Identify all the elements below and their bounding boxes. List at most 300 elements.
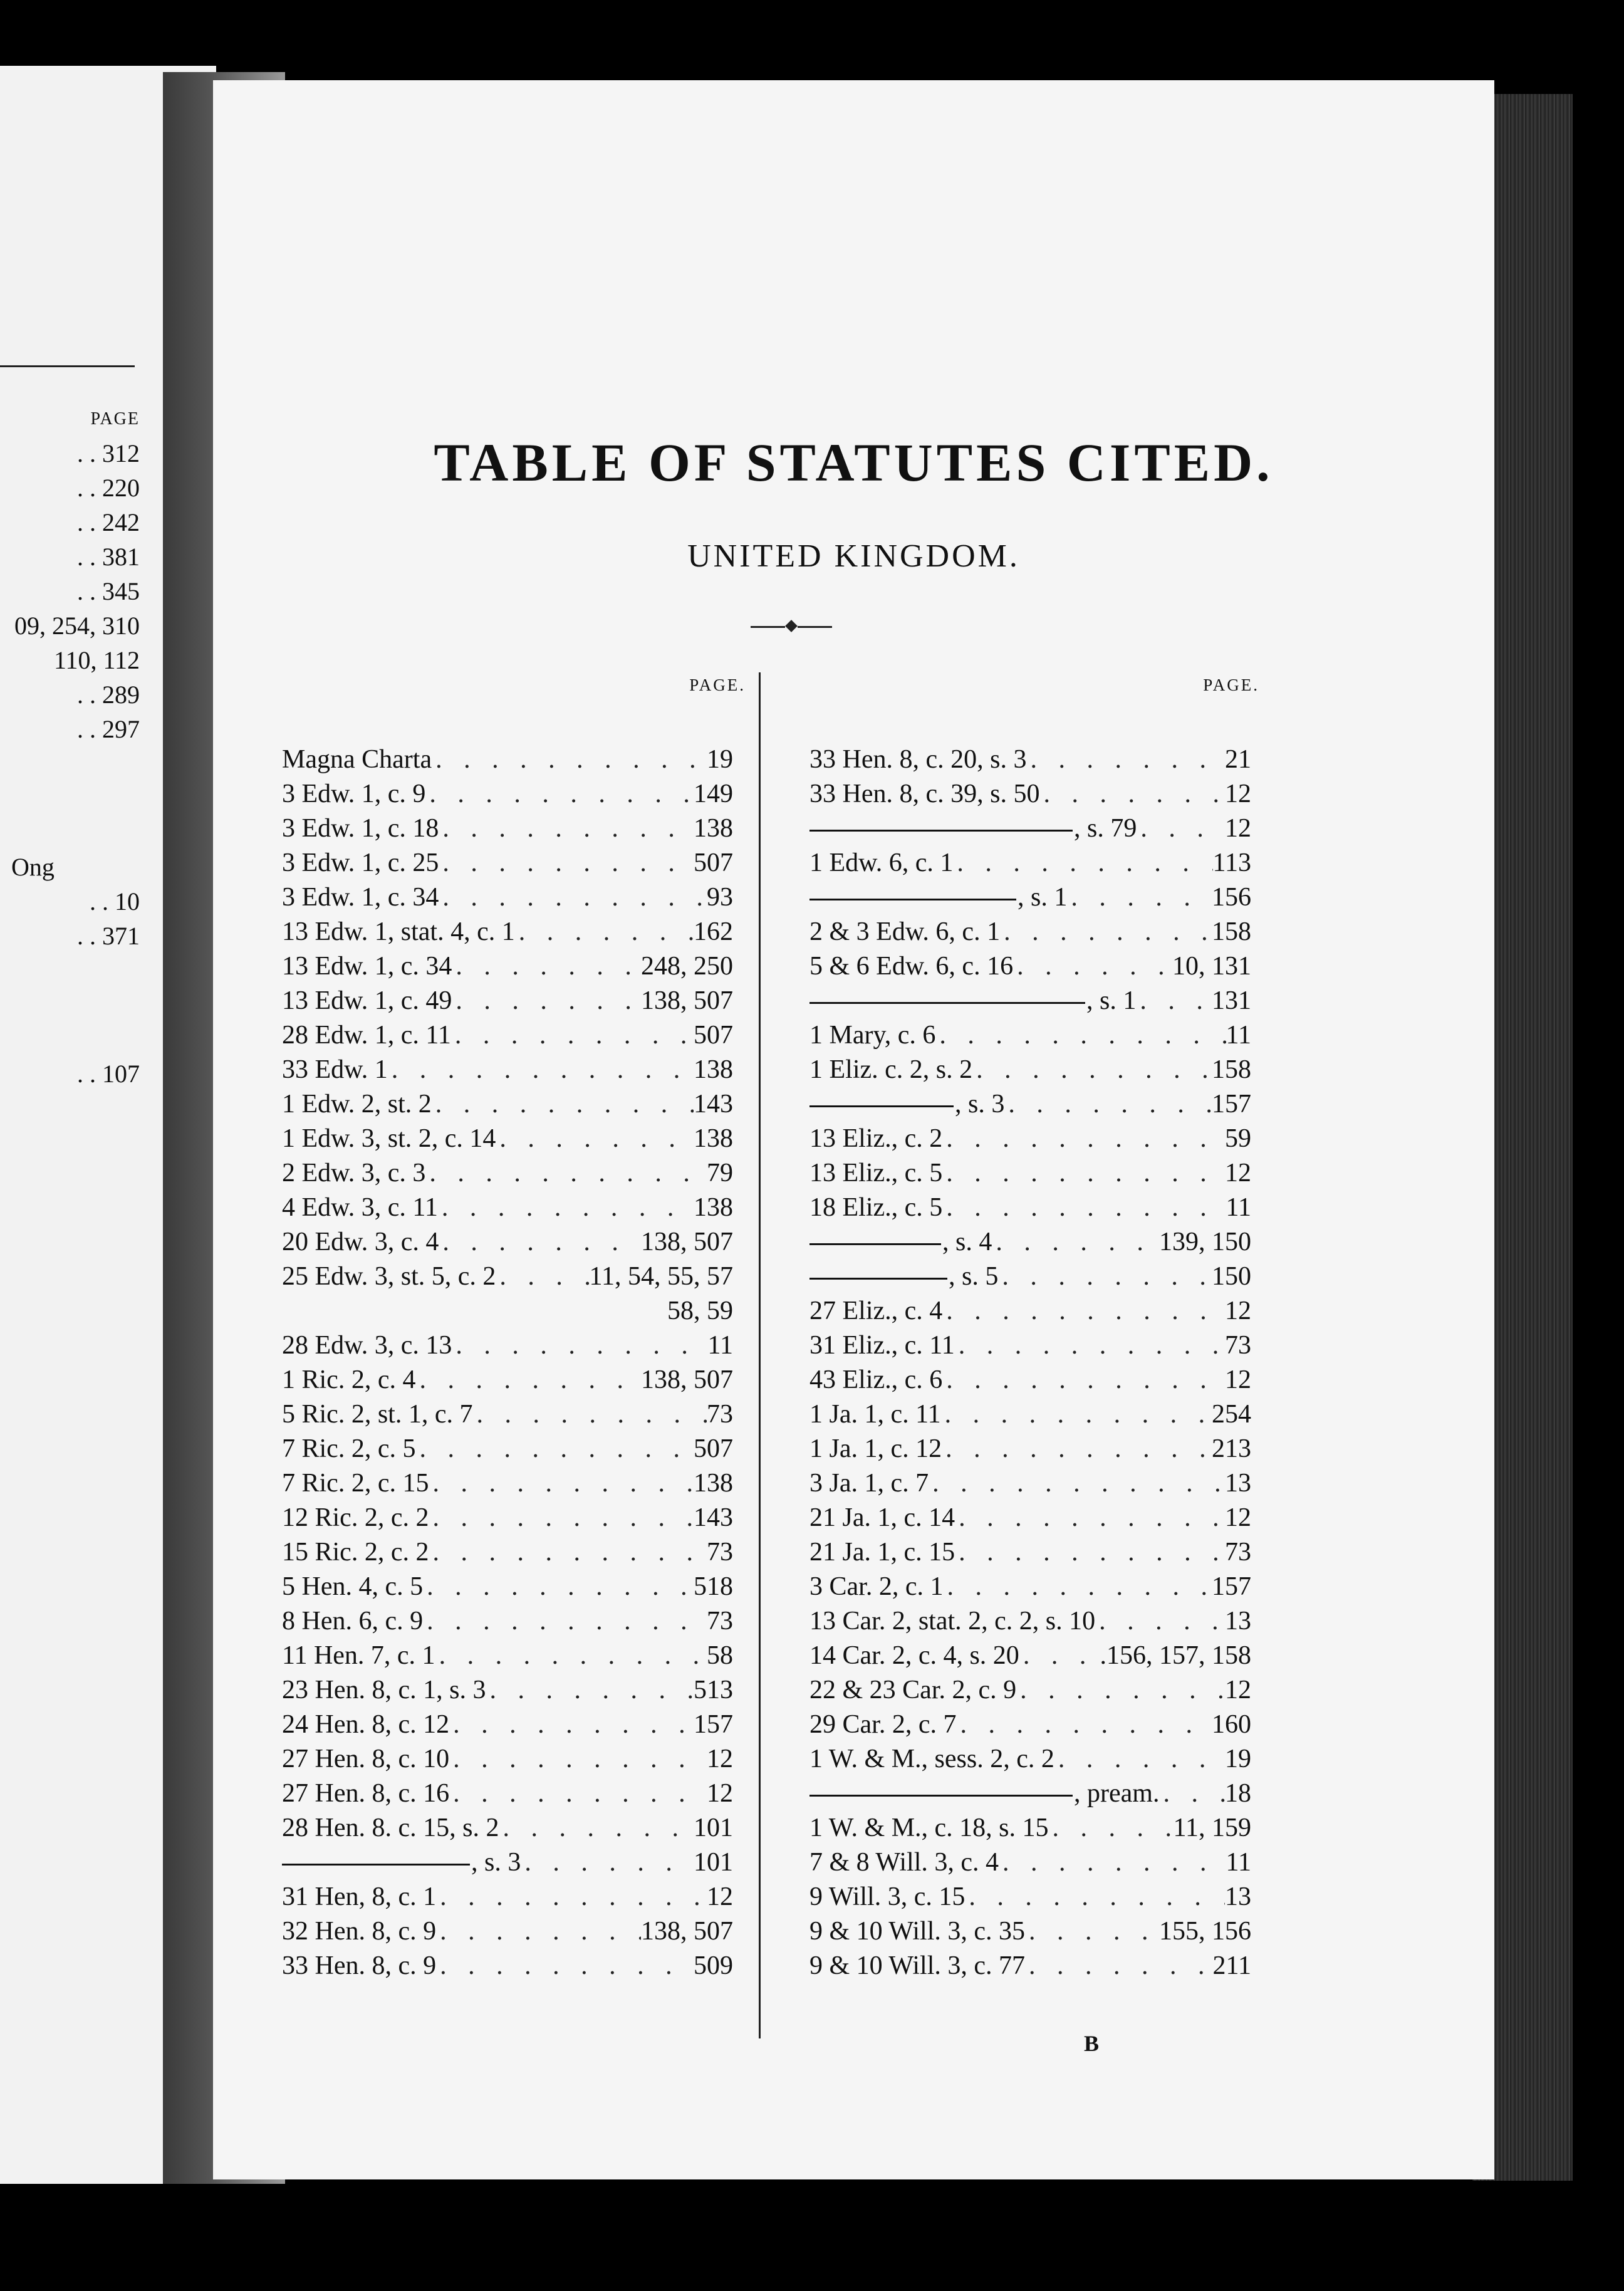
leader-dots — [429, 1537, 707, 1567]
statute-entry — [282, 1261, 733, 1296]
page-ref: 138, 507 — [641, 1228, 733, 1256]
statute-entry — [809, 1227, 1251, 1261]
leader-dots — [942, 1434, 1212, 1464]
page-ref: 507 — [694, 848, 733, 877]
statute-entry — [282, 744, 733, 779]
statute-name: 20 Edw. 3, c. 4 — [282, 1228, 439, 1256]
page-ref: 11 — [707, 1331, 733, 1360]
leader-dots — [1095, 1606, 1225, 1636]
facing-page-line: . . 220 — [77, 474, 140, 502]
page-ref: 58 — [707, 1641, 733, 1670]
statute-entry — [809, 917, 1251, 951]
page-ref: 507 — [694, 1021, 733, 1050]
statute-entry — [809, 1641, 1251, 1675]
page-ref: 157 — [1212, 1090, 1251, 1119]
leader-dots — [472, 1399, 707, 1429]
leader-dots — [955, 1503, 1225, 1533]
facing-page-rule — [0, 365, 135, 367]
page-ref: 59 — [1225, 1124, 1251, 1153]
statute-name: 15 Ric. 2, c. 2 — [282, 1538, 429, 1567]
statute-entry — [282, 1778, 733, 1813]
statute-entry — [282, 1020, 733, 1055]
page-ref: 150 — [1212, 1262, 1251, 1291]
statute-name: 9 & 10 Will. 3, c. 35 — [809, 1917, 1026, 1946]
leader-dots — [439, 882, 707, 912]
page-ref: 138 — [694, 1124, 733, 1153]
facing-page-line: . . 312 — [77, 439, 140, 467]
statute-name: , pream. — [809, 1778, 1159, 1808]
statute-name: 14 Car. 2, c. 4, s. 20 — [809, 1641, 1019, 1670]
facing-page-line: . . 371 — [77, 922, 140, 950]
statute-entry — [282, 1227, 733, 1261]
statute-name: 21 Ja. 1, c. 14 — [809, 1503, 955, 1532]
statute-entry — [809, 882, 1251, 917]
statute-name: 4 Edw. 3, c. 11 — [282, 1193, 438, 1222]
page-ref: 157 — [694, 1710, 733, 1739]
statute-entry — [809, 1261, 1251, 1296]
leader-dots — [1013, 951, 1172, 981]
leader-dots — [452, 951, 641, 981]
leader-dots — [496, 1124, 694, 1154]
statute-name: 27 Hen. 8, c. 16 — [282, 1779, 450, 1808]
scanned-page — [213, 80, 1494, 2179]
statute-entry — [809, 1813, 1251, 1847]
page-ref: 13 — [1225, 1607, 1251, 1636]
statute-name: 31 Eliz., c. 11 — [809, 1331, 955, 1360]
page-ref: 139, 150 — [1159, 1228, 1251, 1256]
statute-entry — [809, 1399, 1251, 1434]
leader-dots — [496, 1261, 589, 1292]
statute-name: 1 Edw. 2, st. 2 — [282, 1090, 432, 1119]
leader-dots — [449, 1744, 707, 1774]
statute-entry — [282, 882, 733, 917]
page-ref: 11 — [1226, 1021, 1251, 1050]
statute-name: 43 Eliz., c. 6 — [809, 1365, 943, 1394]
statute-entry — [809, 1847, 1251, 1882]
statute-name: 31 Hen, 8, c. 1 — [282, 1882, 437, 1911]
leader-dots — [942, 1192, 1226, 1223]
statute-name: 1 Edw. 6, c. 1 — [809, 848, 954, 877]
statute-name: 23 Hen. 8, c. 1, s. 3 — [282, 1676, 486, 1704]
page-ref: 12 — [707, 1745, 733, 1773]
leader-dots — [965, 1882, 1225, 1912]
page-ref: 12 — [1225, 1676, 1251, 1704]
page-ref: 160 — [1212, 1710, 1251, 1739]
facing-page-line: . . 242 — [77, 508, 140, 536]
statute-entry — [282, 1537, 733, 1572]
statute-entry — [809, 1778, 1251, 1813]
statute-entry — [282, 1330, 733, 1365]
statute-entry — [809, 1296, 1251, 1330]
leader-dots — [432, 744, 707, 775]
leader-dots — [388, 1055, 694, 1085]
page-ref: 211 — [1212, 1951, 1251, 1980]
statute-entry — [282, 1813, 733, 1847]
statute-entry — [809, 1434, 1251, 1468]
page-ref: 12 — [1225, 1297, 1251, 1325]
page-ref: 157 — [1212, 1572, 1251, 1601]
page-ref: 162 — [694, 917, 733, 946]
statute-entry — [809, 1572, 1251, 1606]
statute-entry — [809, 744, 1251, 779]
leader-dots — [436, 1882, 707, 1912]
statute-name: 21 Ja. 1, c. 15 — [809, 1538, 955, 1567]
leader-dots — [942, 1365, 1225, 1395]
statute-entry — [282, 1089, 733, 1124]
page-ref: 73 — [1225, 1331, 1251, 1360]
facing-page-line: . . 345 — [77, 577, 140, 605]
page-ref: 11, 159 — [1173, 1813, 1251, 1842]
page-column-header-right: PAGE. — [1203, 676, 1259, 694]
leader-dots — [423, 1572, 694, 1602]
statute-entry — [282, 1916, 733, 1951]
page-ref: 19 — [1225, 1745, 1251, 1773]
leader-dots — [439, 848, 694, 878]
leader-dots — [1016, 1675, 1225, 1705]
leader-dots — [1019, 1641, 1100, 1671]
leader-dots — [425, 779, 694, 809]
statute-list-right — [809, 744, 1251, 1985]
statute-entry — [282, 1055, 733, 1089]
statute-entry — [809, 1606, 1251, 1641]
statute-entry — [809, 1124, 1251, 1158]
page-ref: 509 — [694, 1951, 733, 1980]
page-ref: 73 — [1225, 1538, 1251, 1567]
leader-dots — [486, 1675, 694, 1705]
statute-entry — [809, 986, 1251, 1020]
page-ref: 10, 131 — [1172, 952, 1251, 981]
leader-dots — [1067, 882, 1212, 912]
leader-dots — [942, 1158, 1225, 1188]
statute-entry — [282, 1744, 733, 1778]
statute-name: 33 Hen. 8, c. 39, s. 50 — [809, 780, 1040, 808]
page-ref: 143 — [694, 1503, 733, 1532]
leader-dots — [1039, 779, 1225, 809]
statute-entry — [809, 1537, 1251, 1572]
statute-entry — [809, 1089, 1251, 1124]
statute-entry — [809, 951, 1251, 986]
statute-name: 3 Ja. 1, c. 7 — [809, 1469, 929, 1498]
statute-name: 29 Car. 2, c. 7 — [809, 1710, 957, 1739]
page-ref: 513 — [694, 1676, 733, 1704]
statute-entry — [809, 1365, 1251, 1399]
leader-dots — [429, 1503, 694, 1533]
page-ref: 138, 507 — [641, 986, 733, 1015]
facing-page-line: Ong — [11, 853, 55, 881]
statute-name: 27 Eliz., c. 4 — [809, 1297, 943, 1325]
page-ref: 138 — [694, 814, 733, 843]
page-ref: 143 — [694, 1090, 733, 1119]
page-ref: 131 — [1212, 986, 1251, 1015]
leader-dots — [1025, 1951, 1213, 1981]
statute-name: 9 Will. 3, c. 15 — [809, 1882, 966, 1911]
leader-dots — [1004, 1089, 1212, 1119]
statute-name: 3 Edw. 1, c. 18 — [282, 814, 439, 843]
leader-dots — [935, 1020, 1226, 1050]
page-title: TABLE OF STATUTES CITED. — [434, 432, 1274, 493]
statute-name: 18 Eliz., c. 5 — [809, 1193, 943, 1222]
statute-name: 3 Edw. 1, c. 25 — [282, 848, 439, 877]
statute-entry — [282, 951, 733, 986]
statute-name: 2 & 3 Edw. 6, c. 1 — [809, 917, 1001, 946]
statute-name: 12 Ric. 2, c. 2 — [282, 1503, 429, 1532]
statute-entry — [282, 1399, 733, 1434]
statute-name: , s. 79 — [809, 813, 1137, 843]
statute-entry — [282, 1951, 733, 1985]
page-ref: 254 — [1212, 1400, 1251, 1429]
page-ref: 138, 507 — [641, 1917, 733, 1946]
statute-entry — [809, 1675, 1251, 1709]
page-ref: 12 — [1225, 1159, 1251, 1187]
leader-dots — [415, 1434, 694, 1464]
statute-entry — [809, 1951, 1251, 1985]
statute-name: , s. 3 — [809, 1089, 1004, 1119]
page-ref: 138 — [694, 1055, 733, 1084]
statute-name: 3 Car. 2, c. 1 — [809, 1572, 944, 1601]
statute-entry — [809, 1709, 1251, 1744]
statute-name: 25 Edw. 3, st. 5, c. 2 — [282, 1262, 496, 1291]
leader-dots — [439, 813, 694, 843]
statute-name: 28 Edw. 1, c. 11 — [282, 1021, 451, 1050]
statute-name: 8 Hen. 6, c. 9 — [282, 1607, 424, 1636]
leader-dots — [992, 1227, 1159, 1257]
statute-name: , s. 4 — [809, 1227, 992, 1257]
statute-list-left — [282, 744, 733, 1985]
statute-entry — [809, 1882, 1251, 1916]
leader-dots — [425, 1158, 707, 1188]
page-ref: 113 — [1212, 848, 1251, 877]
statute-entry — [282, 1675, 733, 1709]
statute-name: 22 & 23 Car. 2, c. 9 — [809, 1676, 1017, 1704]
statute-name: 13 Eliz., c. 2 — [809, 1124, 943, 1153]
statute-name: 1 Ja. 1, c. 12 — [809, 1434, 942, 1463]
statute-name: 33 Edw. 1 — [282, 1055, 388, 1084]
page-ref: 79 — [707, 1159, 733, 1187]
page-ref: 21 — [1225, 745, 1251, 774]
leader-dots — [1026, 744, 1225, 775]
leader-dots — [942, 1296, 1225, 1326]
statute-entry — [282, 1192, 733, 1227]
statute-entry — [809, 1468, 1251, 1503]
statute-name: 5 Ric. 2, st. 1, c. 7 — [282, 1400, 473, 1429]
facing-page-line: 09, 254, 310 — [14, 612, 140, 640]
page-ref: 507 — [694, 1434, 733, 1463]
statute-name: 13 Car. 2, stat. 2, c. 2, s. 10 — [809, 1607, 1096, 1636]
statute-name: 5 & 6 Edw. 6, c. 16 — [809, 952, 1014, 981]
leader-dots — [435, 1641, 707, 1671]
statute-entry — [809, 1916, 1251, 1951]
statute-name: 33 Hen. 8, c. 9 — [282, 1951, 437, 1980]
statute-name: 3 Edw. 1, c. 9 — [282, 780, 426, 808]
page-ref: 12 — [1225, 780, 1251, 808]
leader-dots — [955, 1537, 1225, 1567]
statute-entry — [282, 1468, 733, 1503]
leader-dots — [449, 1709, 694, 1740]
leader-dots — [415, 1365, 641, 1395]
leader-dots — [429, 1468, 694, 1498]
page-ref: 12 — [1225, 814, 1251, 843]
statute-name: 7 & 8 Will. 3, c. 4 — [809, 1848, 999, 1877]
statute-name: 33 Hen. 8, c. 20, s. 3 — [809, 745, 1027, 774]
statute-entry-continued — [282, 1296, 733, 1330]
statute-name: 3 Edw. 1, c. 34 — [282, 883, 439, 912]
statute-name: 5 Hen. 4, c. 5 — [282, 1572, 424, 1601]
page-ref: 138 — [694, 1193, 733, 1222]
leader-dots — [929, 1468, 1225, 1498]
statute-name: 13 Edw. 1, stat. 4, c. 1 — [282, 917, 515, 946]
leader-dots — [943, 1572, 1212, 1602]
statute-entry — [809, 848, 1251, 882]
page-ref: 155, 156 — [1159, 1917, 1251, 1946]
statute-entry — [282, 1365, 733, 1399]
statute-name: 9 & 10 Will. 3, c. 77 — [809, 1951, 1026, 1980]
statute-name: 7 Ric. 2, c. 15 — [282, 1469, 429, 1498]
page-ref: 138, 507 — [641, 1365, 733, 1394]
statute-entry — [282, 1158, 733, 1192]
page-ref: .156, 157, 158 — [1100, 1641, 1251, 1670]
page-ref: 58, 59 — [667, 1297, 733, 1325]
statute-name: 1 Mary, c. 6 — [809, 1021, 936, 1050]
leader-dots — [432, 1089, 694, 1119]
page-ref: 158 — [1212, 1055, 1251, 1084]
statute-name: 1 W. & M., sess. 2, c. 2 — [809, 1745, 1054, 1773]
leader-dots — [941, 1399, 1212, 1429]
statute-name: 32 Hen. 8, c. 9 — [282, 1917, 437, 1946]
page-ref: 18 — [1225, 1779, 1251, 1808]
statute-name: 24 Hen. 8, c. 12 — [282, 1710, 450, 1739]
statute-name: 2 Edw. 3, c. 3 — [282, 1159, 426, 1187]
facing-page-line: . . 10 — [90, 887, 140, 916]
page-ref: 13 — [1225, 1469, 1251, 1498]
leader-dots — [515, 917, 694, 947]
leader-dots — [956, 1709, 1212, 1740]
page-ref: 11, 54, 55, 57 — [589, 1262, 733, 1291]
ornament-divider — [751, 620, 832, 633]
leader-dots — [1136, 986, 1212, 1016]
page-ref: 11 — [1226, 1848, 1251, 1877]
page-ref: 93 — [707, 883, 733, 912]
statute-entry — [282, 1606, 733, 1641]
leader-dots — [438, 1192, 694, 1223]
leader-dots — [998, 1261, 1212, 1292]
statute-name: 1 Ric. 2, c. 4 — [282, 1365, 416, 1394]
leader-dots — [1049, 1813, 1174, 1843]
statute-name: 13 Edw. 1, c. 49 — [282, 986, 452, 1015]
page-column-header-left: PAGE. — [689, 676, 746, 694]
facing-page-line: . . 297 — [77, 715, 140, 743]
statute-entry — [809, 1744, 1251, 1778]
leader-dots — [1000, 917, 1212, 947]
statute-entry — [809, 1503, 1251, 1537]
facing-page-line: . . 289 — [77, 681, 140, 709]
statute-name: , s. 3 — [282, 1847, 521, 1877]
statute-entry — [809, 1020, 1251, 1055]
page-ref: 12 — [707, 1882, 733, 1911]
statute-entry — [282, 917, 733, 951]
statute-entry — [809, 1158, 1251, 1192]
facing-page-header: PAGE — [90, 409, 140, 429]
statute-entry — [282, 1709, 733, 1744]
leader-dots — [1159, 1778, 1225, 1808]
page-ref: 138 — [694, 1469, 733, 1498]
leader-dots — [449, 1778, 707, 1808]
statute-name: 1 W. & M., c. 18, s. 15 — [809, 1813, 1049, 1842]
leader-dots — [423, 1606, 707, 1636]
page-ref: 73 — [707, 1538, 733, 1567]
statute-entry — [809, 1192, 1251, 1227]
page-ref: 149 — [694, 780, 733, 808]
page-ref: 101 — [694, 1848, 733, 1877]
leader-dots — [955, 1330, 1225, 1360]
statute-entry — [282, 1882, 733, 1916]
statute-name: 13 Edw. 1, c. 34 — [282, 952, 452, 981]
statute-entry — [809, 1330, 1251, 1365]
facing-page-line: 110, 112 — [53, 646, 140, 674]
statute-entry — [809, 1055, 1251, 1089]
statute-name: 13 Eliz., c. 5 — [809, 1159, 943, 1187]
column-divider — [759, 672, 761, 2038]
page-ref: 518 — [694, 1572, 733, 1601]
page-ref: 158 — [1212, 917, 1251, 946]
leader-dots — [999, 1847, 1226, 1877]
statute-name: 11 Hen. 7, c. 1 — [282, 1641, 435, 1670]
statute-entry — [282, 848, 733, 882]
facing-page-line: . . 107 — [77, 1060, 140, 1088]
leader-dots — [521, 1847, 694, 1877]
statute-name: , s. 5 — [809, 1261, 998, 1292]
statute-name: , s. 1 — [809, 882, 1067, 912]
statute-name: , s. 1 — [809, 986, 1136, 1016]
statute-entry — [282, 1434, 733, 1468]
statute-name: Magna Charta — [282, 745, 432, 774]
statute-name: 28 Hen. 8. c. 15, s. 2 — [282, 1813, 499, 1842]
statute-name: 28 Edw. 3, c. 13 — [282, 1331, 452, 1360]
page-ref: 101 — [694, 1813, 733, 1842]
leader-dots — [436, 1916, 641, 1946]
statute-entry — [809, 813, 1251, 848]
leader-dots — [439, 1227, 641, 1257]
section-heading: UNITED KINGDOM. — [687, 538, 1020, 574]
page-ref: 12 — [1225, 1503, 1251, 1532]
statute-entry — [282, 1124, 733, 1158]
statute-entry — [282, 986, 733, 1020]
leader-dots — [451, 1020, 694, 1050]
page-ref: 213 — [1212, 1434, 1251, 1463]
statute-entry — [282, 1641, 733, 1675]
leader-dots — [499, 1813, 694, 1843]
leader-dots — [452, 1330, 707, 1360]
page-ref: 12 — [707, 1779, 733, 1808]
page-ref: 19 — [707, 745, 733, 774]
statute-entry — [282, 1572, 733, 1606]
leader-dots — [1137, 813, 1225, 843]
leader-dots — [1025, 1916, 1159, 1946]
signature-mark: B — [1084, 2031, 1100, 2056]
statute-name: 1 Ja. 1, c. 11 — [809, 1400, 941, 1429]
leader-dots — [972, 1055, 1212, 1085]
statute-name: 27 Hen. 8, c. 10 — [282, 1745, 450, 1773]
leader-dots — [942, 1124, 1225, 1154]
page-ref: 248, 250 — [641, 952, 733, 981]
page-ref: 12 — [1225, 1365, 1251, 1394]
statute-entry — [809, 779, 1251, 813]
page-ref: 13 — [1225, 1882, 1251, 1911]
statute-entry — [282, 813, 733, 848]
leader-dots — [953, 848, 1212, 878]
facing-page-line: . . 381 — [77, 543, 140, 571]
statute-name: 1 Eliz. c. 2, s. 2 — [809, 1055, 973, 1084]
page-ref: 156 — [1212, 883, 1251, 912]
